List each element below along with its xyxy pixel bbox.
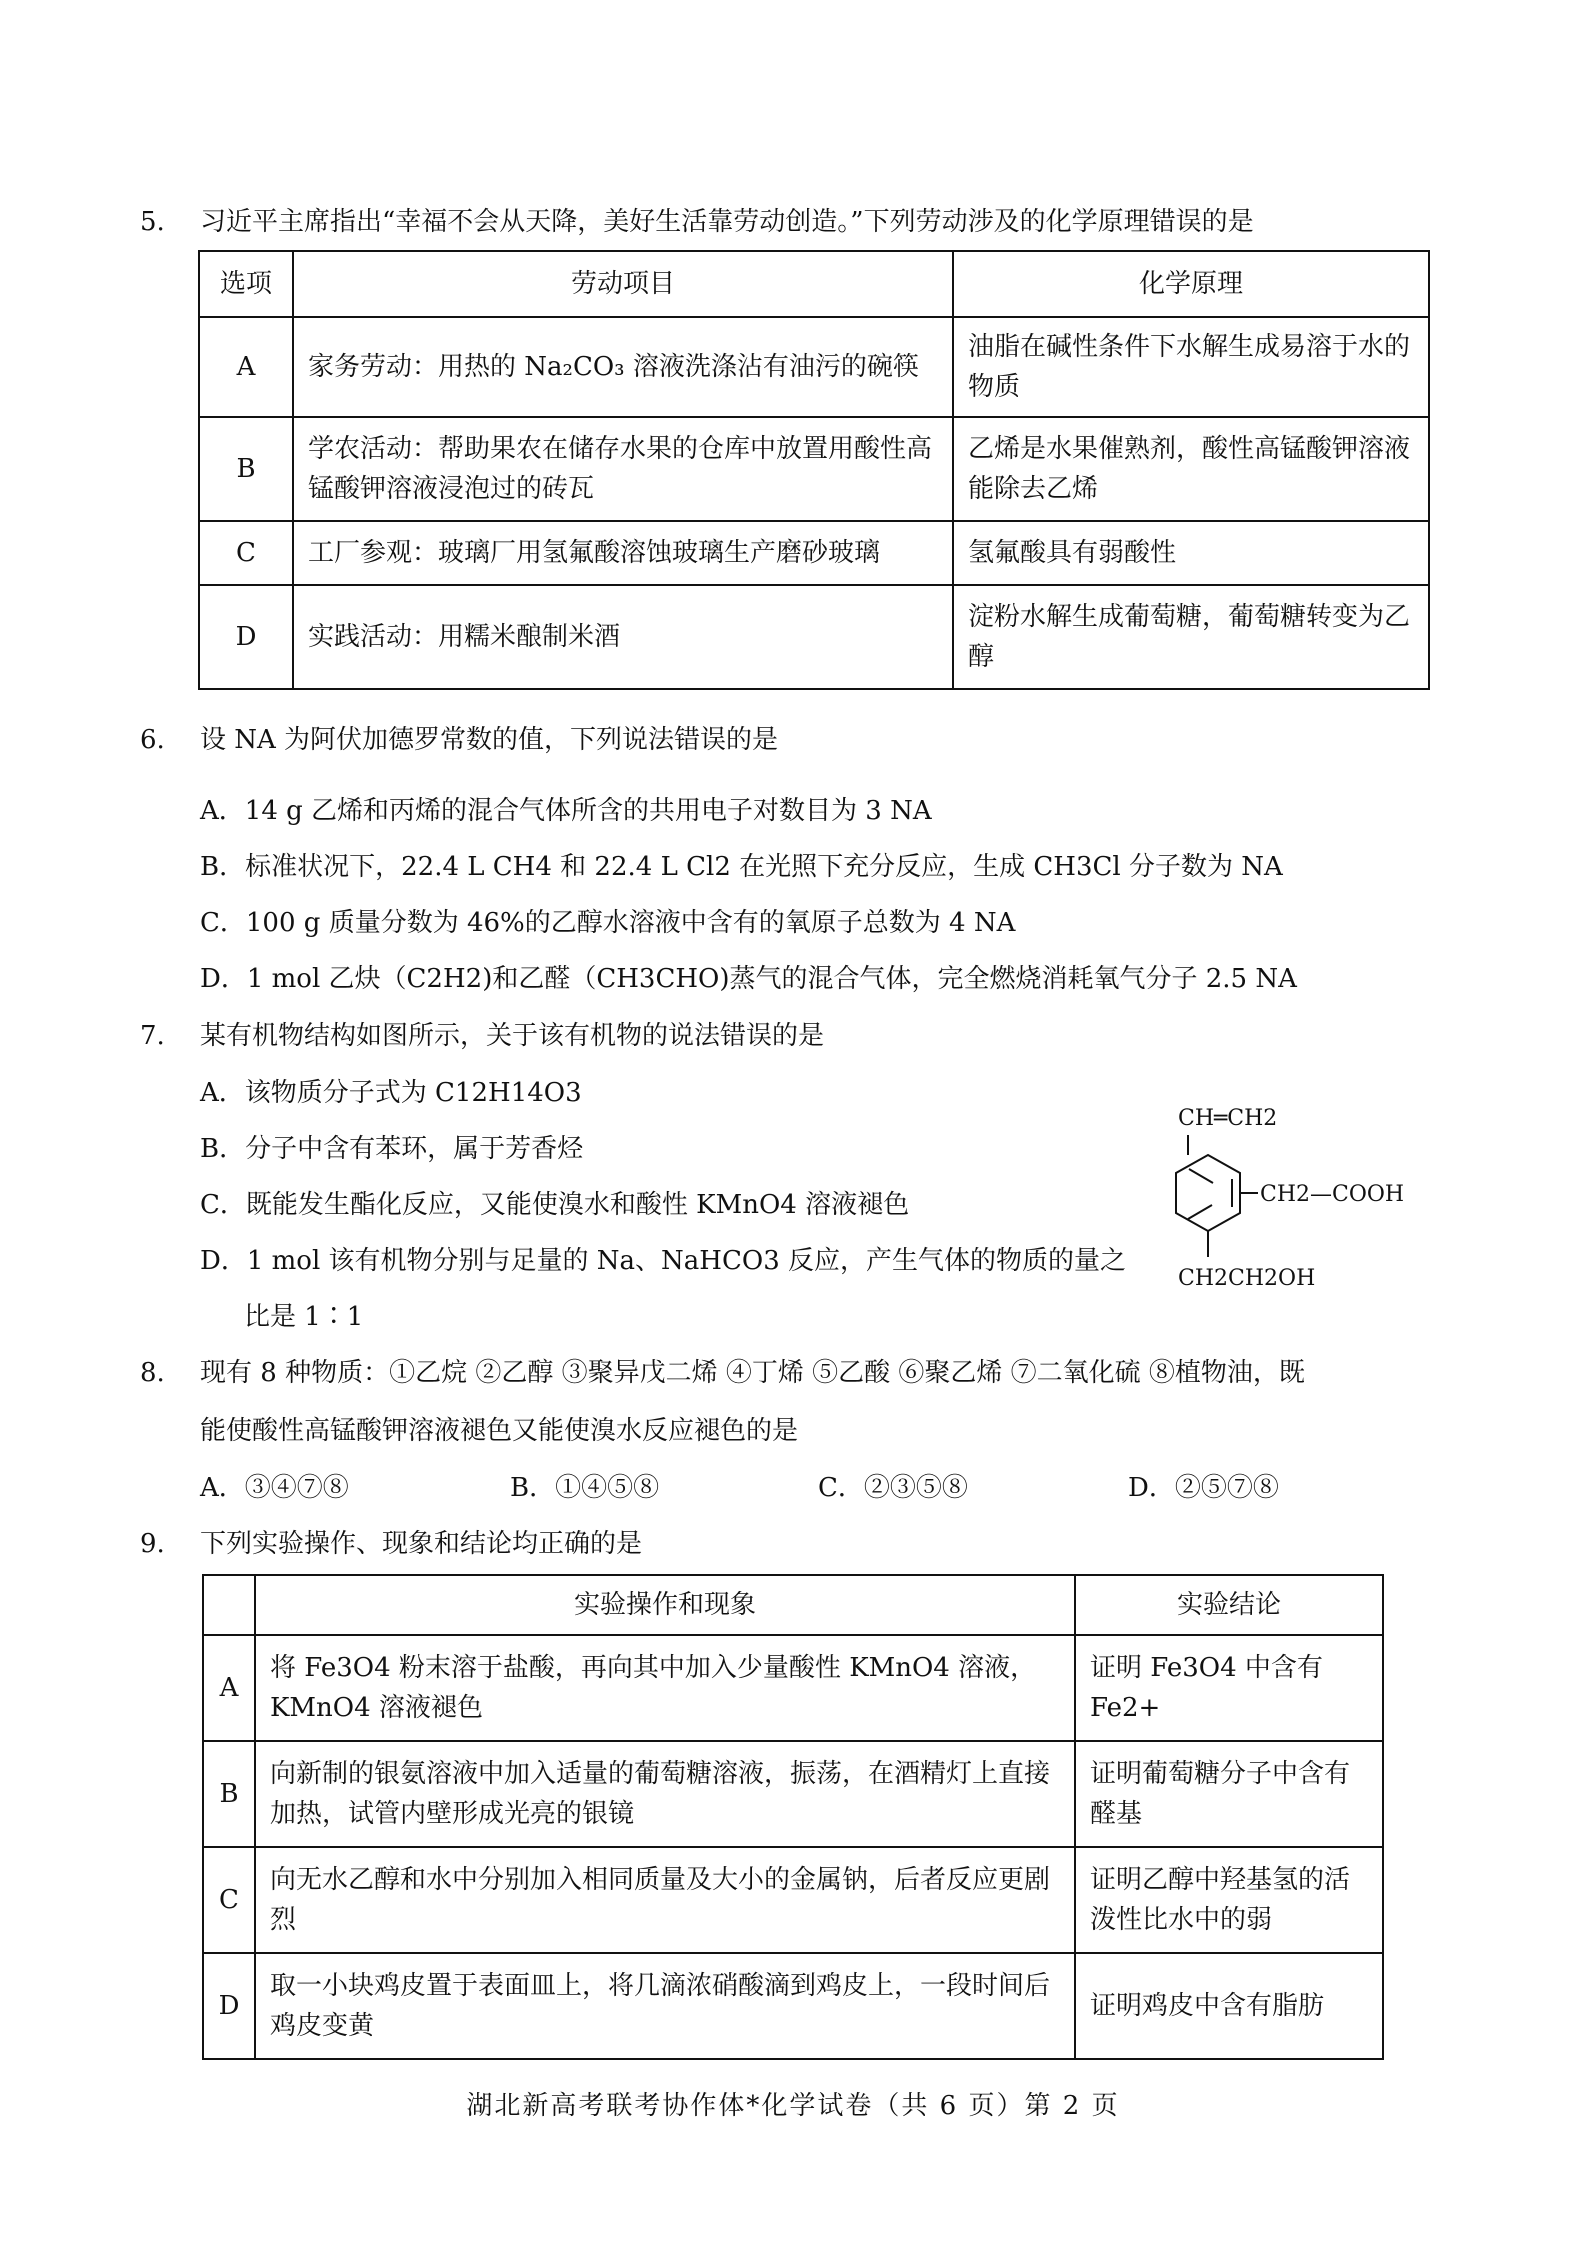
operation-cell: 将 Fe3O4 粉末溶于盐酸，再向其中加入少量酸性 KMnO4 溶液，KMnO4 溶液褪色 (255, 1635, 1075, 1741)
option-b: B．①④⑤⑧ (510, 1473, 660, 1503)
option-cell: D (203, 1953, 255, 2059)
option-c: C．②③⑤⑧ (818, 1473, 968, 1503)
option-a: A．③④⑦⑧ (200, 1473, 349, 1503)
table-header: 实验结论 (1075, 1575, 1383, 1635)
labor-table (198, 250, 1430, 690)
question-stem: 下列实验操作、现象和结论均正确的是 (200, 1529, 643, 1559)
option-d: D．1 mol 该有机物分别与足量的 Na、NaHCO3 反应，产生气体的物质的量之 (200, 1246, 1126, 1276)
hydroxyethyl-label: CH2CH2OH (1178, 1266, 1316, 1291)
option-cell: A (199, 317, 293, 417)
operation-cell: 向新制的银氨溶液中加入适量的葡萄糖溶液，振荡，在酒精灯上直接加热，试管内壁形成光亮的银镜 (255, 1741, 1075, 1847)
question-stem: 习近平主席指出“幸福不会从天降，美好生活靠劳动创造。”下列劳动涉及的化学原理错误的是 (200, 207, 1254, 237)
labor-item-cell: 学农活动：帮助果农在储存水果的仓库中放置用酸性高锰酸钾溶液浸泡过的砖瓦 (293, 417, 953, 521)
option-cell: A (203, 1635, 255, 1741)
operation-cell: 向无水乙醇和水中分别加入相同质量及大小的金属钠，后者反应更剧烈 (255, 1847, 1075, 1953)
table-header: 实验操作和现象 (255, 1575, 1075, 1635)
question-number: 7. (140, 1021, 165, 1051)
labor-item-cell: 家务劳动：用热的 Na₂CO₃ 溶液洗涤沾有油污的碗筷 (293, 317, 953, 417)
option-c: C．既能发生酯化反应，又能使溴水和酸性 KMnO4 溶液褪色 (200, 1190, 910, 1220)
question-stem: 设 NA 为阿伏加德罗常数的值，下列说法错误的是 (200, 725, 779, 755)
principle-cell: 乙烯是水果催熟剂，酸性高锰酸钾溶液能除去乙烯 (953, 417, 1429, 521)
question-stem: 某有机物结构如图所示，关于该有机物的说法错误的是 (200, 1021, 825, 1051)
table-row (203, 1741, 1383, 1847)
benzene-ring-icon (1176, 1155, 1240, 1231)
table-row (203, 1953, 1383, 2059)
table-row (199, 317, 1429, 417)
conclusion-cell: 证明 Fe3O4 中含有 Fe2+ (1075, 1635, 1383, 1741)
question-number: 9. (140, 1529, 165, 1559)
labor-item-cell: 实践活动：用糯米酿制米酒 (293, 585, 953, 689)
option-a: A．该物质分子式为 C12H14O3 (200, 1078, 582, 1108)
carboxymethyl-label: CH2—COOH (1260, 1182, 1405, 1207)
option-b: B．标准状况下，22.4 L CH4 和 22.4 L Cl2 在光照下充分反应，生成 CH3Cl 分子数为 NA (200, 852, 1283, 882)
table-row (203, 1847, 1383, 1953)
conclusion-cell: 证明鸡皮中含有脂肪 (1075, 1953, 1383, 2059)
option-c: C．100 g 质量分数为 46%的乙醇水溶液中含有的氧原子总数为 4 NA (200, 908, 1016, 938)
option-d-continued: 比是 1∶1 (244, 1302, 364, 1332)
option-a: A．14 g 乙烯和丙烯的混合气体所含的共用电子对数目为 3 NA (200, 796, 932, 826)
experiment-table (202, 1574, 1384, 2060)
question-number: 6. (140, 725, 165, 755)
option-cell: D (199, 585, 293, 689)
principle-cell: 淀粉水解生成葡萄糖，葡萄糖转变为乙醇 (953, 585, 1429, 689)
table-header (203, 1575, 255, 1635)
table-row (203, 1635, 1383, 1741)
vinyl-group-label: CH═CH2 (1178, 1106, 1278, 1131)
principle-cell: 油脂在碱性条件下水解生成易溶于水的物质 (953, 317, 1429, 417)
option-d: D．1 mol 乙炔（C2H2)和乙醛（CH3CHO)蒸气的混合气体，完全燃烧消耗氧气分子 2.5 NA (200, 964, 1297, 994)
option-b: B．分子中含有苯环，属于芳香烃 (200, 1134, 584, 1164)
table-row (199, 521, 1429, 585)
question-number: 8. (140, 1358, 165, 1388)
table-row (199, 417, 1429, 521)
conclusion-cell: 证明乙醇中羟基氢的活泼性比水中的弱 (1075, 1847, 1383, 1953)
table-row (199, 585, 1429, 689)
option-cell: B (203, 1741, 255, 1847)
table-header: 选项 (199, 251, 293, 317)
principle-cell: 氢氟酸具有弱酸性 (953, 521, 1429, 585)
page-footer: 湖北新高考联考协作体*化学试卷（共 6 页）第 2 页 (466, 2091, 1120, 2121)
option-cell: C (203, 1847, 255, 1953)
question-stem-continued: 能使酸性高锰酸钾溶液褪色又能使溴水反应褪色的是 (200, 1416, 799, 1446)
labor-item-cell: 工厂参观：玻璃厂用氢氟酸溶蚀玻璃生产磨砂玻璃 (293, 521, 953, 585)
operation-cell: 取一小块鸡皮置于表面皿上，将几滴浓硝酸滴到鸡皮上，一段时间后鸡皮变黄 (255, 1953, 1075, 2059)
table-header: 劳动项目 (293, 251, 953, 317)
option-cell: C (199, 521, 293, 585)
molecule-structure (1160, 1095, 1420, 1305)
table-header: 化学原理 (953, 251, 1429, 317)
conclusion-cell: 证明葡萄糖分子中含有醛基 (1075, 1741, 1383, 1847)
question-stem: 现有 8 种物质：①乙烷 ②乙醇 ③聚异戊二烯 ④丁烯 ⑤乙酸 ⑥聚乙烯 ⑦二氧化硫 ⑧植物油，既 (200, 1358, 1305, 1388)
option-cell: B (199, 417, 293, 521)
question-number: 5. (140, 207, 165, 237)
option-d: D．②⑤⑦⑧ (1128, 1473, 1279, 1503)
